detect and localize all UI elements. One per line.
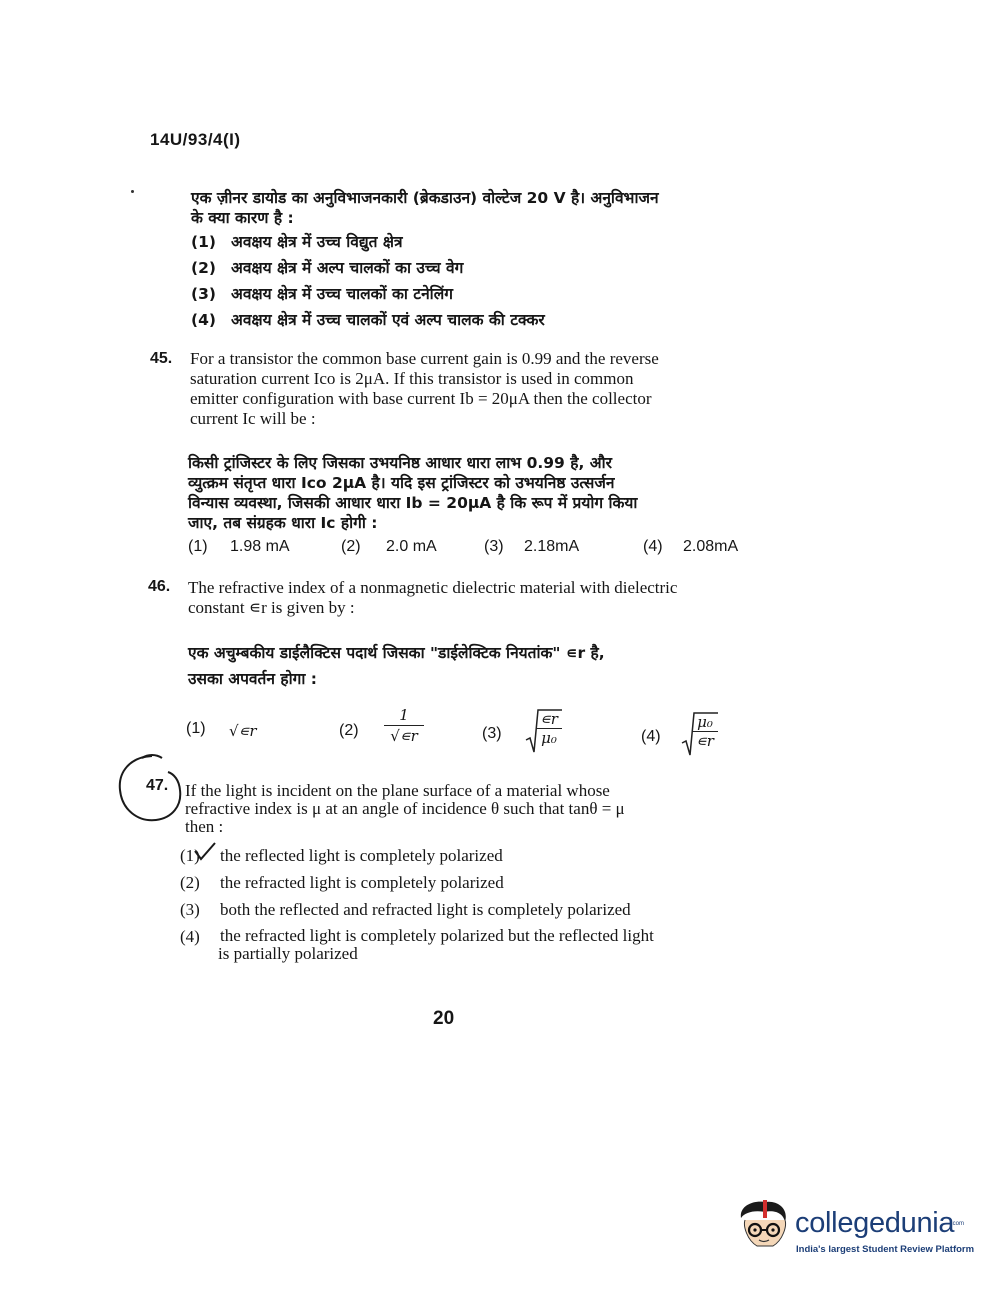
q45-number: 45. <box>150 350 173 367</box>
q45-en-line: saturation current Ico is 2μA. If this transistor is used in common <box>190 369 634 388</box>
q47-en-line: If the light is incident on the plane surface of a material whose <box>185 781 610 800</box>
q47-option: (3) both the reflected and refracted light is completely polarized <box>180 900 631 919</box>
q47-option: (4) the refracted light is completely polarized but the reflected light is partially polarized <box>180 926 654 963</box>
q46-english <box>188 578 778 618</box>
fraction-bar <box>384 725 424 726</box>
q46-option-num: (3) <box>482 725 502 742</box>
q45-option-value: 1.98 mA <box>230 538 290 555</box>
q45-options <box>0 538 993 562</box>
q46-hindi <box>188 640 778 692</box>
q45-option-value: 2.18mA <box>524 538 580 555</box>
fraction-denominator: √∊r <box>390 727 418 745</box>
q45-hi-line: व्युत्क्रम संतृप्त धारा Ico 2μA है। यदि इस ट्रांजिस्टर को उभयनिष्ठ उत्सर्जन <box>188 474 615 492</box>
q45-option-num: (3) <box>484 538 504 555</box>
q45-option-value: 2.0 mA <box>386 538 437 555</box>
q45-option-num: (4) <box>643 538 663 555</box>
q44-stem-line: एक ज़ीनर डायोड का अनुविभाजनकारी (ब्रेकडाउन) वोल्टेज 20 V है। अनुविभाजन <box>191 189 659 207</box>
watermark-brand: collegedunia <box>795 1207 955 1239</box>
sqrt-fraction <box>692 713 718 750</box>
q46-hi-line: एक अचुम्बकीय डाईलैक्टिस पदार्थ जिसका "डाईलेक्टिक नियतांक" ∊r है, <box>188 644 605 662</box>
q47-options <box>180 846 780 967</box>
fraction-numerator: μ₀ <box>697 713 713 731</box>
q44-option: (3) अवक्षय क्षेत्र में उच्च चालकों का टनेलिंग <box>191 285 453 303</box>
q47-number: 47. <box>146 777 169 794</box>
q45-option-num: (1) <box>188 538 208 555</box>
fraction-denominator: μ₀ <box>541 729 557 747</box>
q45-hi-line: किसी ट्रांजिस्टर के लिए जिसका उभयनिष्ठ आधार धारा लाभ 0.99 है, और <box>188 454 612 472</box>
q46-option-num: (2) <box>339 722 359 739</box>
q46-option-num: (1) <box>186 720 206 737</box>
watermark-tagline: India's largest Student Review Platform <box>796 1244 975 1255</box>
q45-hindi <box>188 453 778 533</box>
watermark-domain: .com <box>951 1221 965 1227</box>
q47-en-line: refractive index is μ at an angle of incidence θ such that tanθ = μ <box>185 799 625 818</box>
q44-options <box>191 232 545 336</box>
q45-hi-line: जाए, तब संग्रहक धारा Ic होगी : <box>188 514 378 532</box>
q45-en-line: For a transistor the common base current gain is 0.99 and the reverse <box>190 349 659 368</box>
q47-en-line: then : <box>185 817 224 836</box>
q45-en-line: current Ic will be : <box>190 409 316 428</box>
q45-en-line: emitter configuration with base current Ib = 20μA then the collector <box>190 389 652 408</box>
q46-option-2-fraction <box>384 706 424 745</box>
q44-option: (4) अवक्षय क्षेत्र में उच्च चालकों एवं अल्प चालक की टक्कर <box>191 311 545 329</box>
q46-en-line: The refractive index of a nonmagnetic dielectric material with dielectric <box>188 578 678 597</box>
q45-option-num: (2) <box>341 538 361 555</box>
q45-english <box>190 349 780 429</box>
fraction-numerator: 1 <box>399 706 409 724</box>
q45-hi-line: विन्यास व्यवस्था, जिसकी आधार धारा Ib = 20μA है कि रूप में प्रयोग किया <box>188 494 638 512</box>
q46-number: 46. <box>148 578 171 595</box>
q44-stem <box>191 188 781 228</box>
q47-option: (1) the reflected light is completely polarized <box>180 846 503 865</box>
sqrt-fraction <box>536 710 562 747</box>
q46-option-num: (4) <box>641 728 661 745</box>
handwritten-tick-icon <box>193 841 217 861</box>
q44-option: (2) अवक्षय क्षेत्र में अल्प चालकों का उच्च वेग <box>191 259 464 277</box>
q46-option-1-expr: √∊r <box>229 722 257 740</box>
stray-dot <box>131 190 134 193</box>
q46-option-4-sqrt <box>680 707 720 757</box>
paper-code: 14U/93/4(I) <box>150 130 241 149</box>
q46-option-3-sqrt <box>524 704 564 754</box>
fraction-denominator: ∊r <box>696 732 714 750</box>
q44-option: (1) अवक्षय क्षेत्र में उच्च विद्युत क्षेत्र <box>191 233 403 251</box>
q46-hi-line: उसका अपवर्तन होगा : <box>188 670 317 688</box>
q45-option-value: 2.08mA <box>683 538 739 555</box>
q44-stem-line: के क्या कारण है : <box>191 209 294 227</box>
page-number: 20 <box>433 1008 455 1029</box>
fraction-numerator: ∊r <box>540 710 558 728</box>
q46-en-line: constant ∊r is given by : <box>188 598 355 617</box>
q47-option: (2) the refracted light is completely polarized <box>180 873 504 892</box>
q47-english <box>185 782 770 836</box>
collegedunia-mascot-icon <box>733 1196 795 1258</box>
